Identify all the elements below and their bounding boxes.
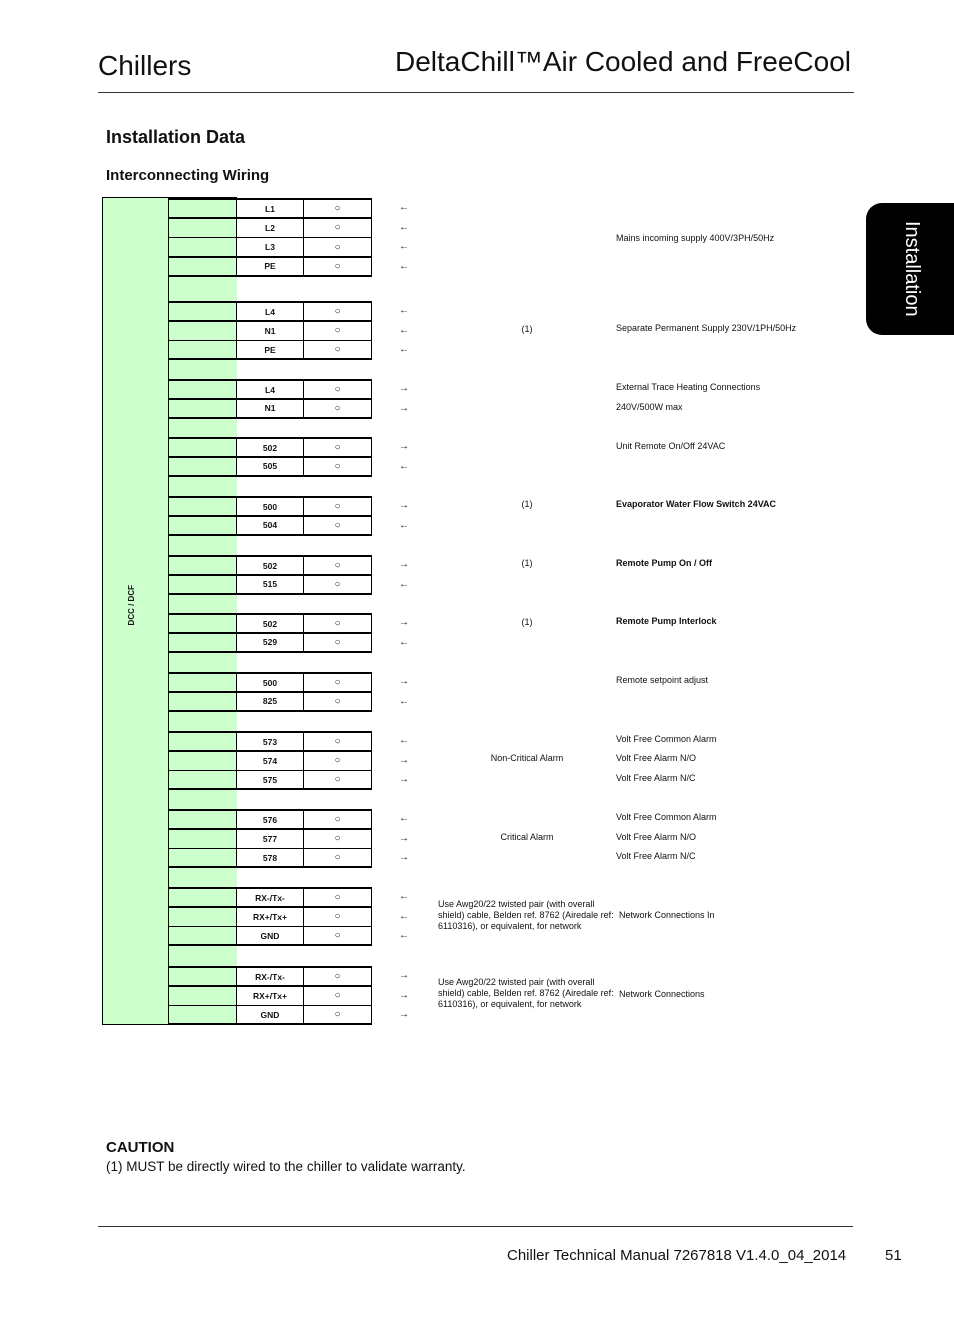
terminal-label: GND (236, 926, 304, 946)
terminal-row (168, 672, 372, 692)
left-arrow-icon: ← (399, 519, 409, 531)
terminal-row (168, 986, 372, 1006)
left-arrow-icon: ← (399, 636, 409, 648)
terminal-cell-blank (168, 496, 236, 516)
non-critical-alarm-label: Non-Critical Alarm (490, 753, 564, 763)
terminal-row (168, 340, 372, 360)
left-arrow-icon: ← (399, 578, 409, 590)
terminal-label: L2 (236, 218, 304, 238)
terminal-row (168, 966, 372, 986)
right-arrow-icon: → (399, 500, 409, 511)
terminal-cell-blank (168, 321, 236, 341)
terminal-label: 502 (236, 437, 304, 457)
left-arrow-icon: ← (399, 910, 409, 922)
terminal-cell-blank (168, 770, 236, 790)
terminal-cell-blank (168, 829, 236, 849)
terminal-screw-icon: ○ (304, 692, 372, 712)
terminal-cell-blank (168, 516, 236, 536)
left-arrow-icon: ← (399, 305, 409, 316)
terminal-row (168, 907, 372, 927)
terminal-label: 505 (236, 457, 304, 477)
nc-alarm-no-note: Volt Free Alarm N/O (616, 753, 697, 763)
terminal-label: 529 (236, 633, 304, 653)
terminal-label: 504 (236, 516, 304, 536)
network-out-note: Network Connections (619, 989, 705, 999)
trace-heating-note: External Trace Heating Connections (616, 382, 761, 392)
terminal-screw-icon: ○ (304, 575, 372, 595)
terminal-cell-blank (168, 555, 236, 575)
terminal-label: 825 (236, 692, 304, 712)
terminal-cell-blank (168, 218, 236, 238)
terminal-row (168, 379, 372, 399)
terminal-screw-icon: ○ (304, 301, 372, 321)
terminal-screw-icon: ○ (304, 218, 372, 238)
note-ref-3: (1) (521, 558, 533, 568)
terminal-label: 575 (236, 770, 304, 790)
terminal-cell-blank (168, 848, 236, 868)
footer-document-ref: Chiller Technical Manual 7267818 V1.4.0_04_2014 (507, 1247, 847, 1264)
c-alarm-no-note: Volt Free Alarm N/O (616, 832, 697, 842)
terminal-row (168, 496, 372, 516)
left-arrow-icon: ← (399, 813, 409, 824)
terminal-label: L4 (236, 379, 304, 399)
page-number: 51 (885, 1247, 902, 1264)
right-arrow-icon: → (399, 617, 409, 628)
terminal-row (168, 731, 372, 751)
header-rule (98, 92, 854, 93)
terminal-screw-icon: ○ (304, 672, 372, 692)
terminal-cell-blank (168, 340, 236, 360)
terminal-cell-blank (168, 692, 236, 712)
terminal-cell-blank (168, 672, 236, 692)
terminal-cell-blank (168, 809, 236, 829)
terminal-row (168, 751, 372, 771)
terminal-screw-icon: ○ (304, 379, 372, 399)
critical-alarm-label: Critical Alarm (500, 832, 554, 842)
terminal-cell-blank (168, 1005, 236, 1025)
right-arrow-icon: → (399, 559, 409, 570)
terminal-row (168, 926, 372, 946)
terminal-label: 573 (236, 731, 304, 751)
header-product-title: DeltaChill™Air Cooled and FreeCool (395, 46, 851, 77)
terminal-cell-blank (168, 926, 236, 946)
terminal-row (168, 218, 372, 238)
header-product-family: Chillers (98, 50, 192, 81)
terminal-label: 576 (236, 809, 304, 829)
terminal-screw-icon: ○ (304, 321, 372, 341)
note-ref-4: (1) (521, 617, 533, 627)
terminal-cell-blank (168, 613, 236, 633)
terminal-row (168, 633, 372, 653)
right-arrow-icon: → (399, 852, 409, 863)
terminal-cell-blank (168, 907, 236, 927)
terminal-cell-blank (168, 257, 236, 277)
terminal-cell-blank (168, 751, 236, 771)
note-ref-1: (1) (521, 324, 533, 334)
terminal-row (168, 575, 372, 595)
terminal-screw-icon: ○ (304, 633, 372, 653)
terminal-cell-blank (168, 966, 236, 986)
terminal-screw-icon: ○ (304, 457, 372, 477)
terminal-label: 500 (236, 672, 304, 692)
left-arrow-icon: ← (399, 930, 409, 941)
terminal-row (168, 237, 372, 257)
terminal-row (168, 457, 372, 477)
right-arrow-icon: → (399, 383, 409, 394)
terminal-screw-icon: ○ (304, 887, 372, 907)
left-arrow-icon: ← (399, 324, 409, 336)
terminal-screw-icon: ○ (304, 613, 372, 633)
terminal-label: 515 (236, 575, 304, 595)
terminal-row (168, 829, 372, 849)
terminal-screw-icon: ○ (304, 848, 372, 868)
terminal-cell-blank (168, 986, 236, 1006)
right-arrow-icon: → (399, 402, 409, 414)
terminal-cell-blank (168, 301, 236, 321)
c-alarm-nc-note: Volt Free Alarm N/C (616, 851, 696, 861)
terminal-row (168, 198, 372, 218)
terminal-screw-icon: ○ (304, 829, 372, 849)
terminal-label: 578 (236, 848, 304, 868)
terminal-screw-icon: ○ (304, 257, 372, 277)
mains-supply-note: Mains incoming supply 400V/3PH/50Hz (616, 233, 775, 243)
terminal-row (168, 399, 372, 419)
terminal-label: 577 (236, 829, 304, 849)
right-arrow-icon: → (399, 970, 409, 981)
right-arrow-icon: → (399, 441, 409, 452)
terminal-label: RX-/Tx- (236, 966, 304, 986)
terminal-screw-icon: ○ (304, 340, 372, 360)
terminal-row (168, 692, 372, 712)
section-side-tab (866, 203, 954, 335)
terminal-label: L1 (236, 198, 304, 218)
panel-label: DCC / DCF (127, 585, 136, 626)
terminal-label: PE (236, 340, 304, 360)
terminal-label: N1 (236, 399, 304, 419)
right-arrow-icon: → (399, 1009, 409, 1020)
terminal-cell-blank (168, 237, 236, 257)
c-common-alarm-note: Volt Free Common Alarm (616, 812, 717, 822)
terminal-cell-blank (168, 457, 236, 477)
terminal-row (168, 613, 372, 633)
terminal-label: N1 (236, 321, 304, 341)
terminal-screw-icon: ○ (304, 907, 372, 927)
right-arrow-icon: → (399, 676, 409, 687)
terminal-row (168, 516, 372, 536)
terminal-cell-blank (168, 437, 236, 457)
terminal-cell-blank (168, 379, 236, 399)
terminal-screw-icon: ○ (304, 751, 372, 771)
terminal-screw-icon: ○ (304, 437, 372, 457)
pump-interlock-note: Remote Pump Interlock (616, 616, 717, 626)
terminal-cell-blank (168, 399, 236, 419)
subsection-title: Interconnecting Wiring (106, 167, 270, 184)
terminal-label: GND (236, 1005, 304, 1025)
left-arrow-icon: ← (399, 202, 409, 213)
terminal-label: 502 (236, 555, 304, 575)
terminal-row (168, 1005, 372, 1025)
terminal-row (168, 437, 372, 457)
network-in-note: Network Connections In (619, 910, 715, 920)
left-arrow-icon: ← (399, 460, 409, 472)
section-title: Installation Data (106, 127, 246, 147)
terminal-label: 500 (236, 496, 304, 516)
terminal-row (168, 555, 372, 575)
note-ref-2: (1) (521, 499, 533, 509)
left-arrow-icon: ← (399, 695, 409, 707)
terminal-cell-blank (168, 198, 236, 218)
terminal-row (168, 809, 372, 829)
terminal-screw-icon: ○ (304, 496, 372, 516)
terminal-row (168, 321, 372, 341)
side-tab-label: Installation (901, 221, 923, 317)
terminal-cell-blank (168, 575, 236, 595)
terminal-screw-icon: ○ (304, 198, 372, 218)
terminal-row (168, 301, 372, 321)
nc-alarm-nc-note: Volt Free Alarm N/C (616, 773, 696, 783)
permanent-supply-note: Separate Permanent Supply 230V/1PH/50Hz (616, 323, 797, 333)
pump-onoff-note: Remote Pump On / Off (616, 558, 713, 568)
left-arrow-icon: ← (399, 241, 409, 252)
terminal-screw-icon: ○ (304, 516, 372, 536)
footer-rule (98, 1226, 853, 1227)
terminal-cell-blank (168, 633, 236, 653)
terminal-screw-icon: ○ (304, 809, 372, 829)
flow-switch-note: Evaporator Water Flow Switch 24VAC (616, 499, 777, 509)
setpoint-note: Remote setpoint adjust (616, 675, 709, 685)
terminal-screw-icon: ○ (304, 555, 372, 575)
terminal-row (168, 887, 372, 907)
caution-text: (1) MUST be directly wired to the chiller to validate warranty. (106, 1159, 466, 1174)
terminal-label: RX+/Tx+ (236, 907, 304, 927)
terminal-cell-blank (168, 731, 236, 751)
terminal-screw-icon: ○ (304, 966, 372, 986)
caution-title: CAUTION (106, 1139, 175, 1156)
terminal-label: L4 (236, 301, 304, 321)
remote-onoff-note: Unit Remote On/Off 24VAC (616, 441, 726, 451)
trace-heating-rating: 240V/500W max (616, 402, 683, 412)
terminal-row (168, 848, 372, 868)
left-arrow-icon: ← (399, 221, 409, 233)
terminal-label: L3 (236, 237, 304, 257)
nc-common-alarm-note: Volt Free Common Alarm (616, 734, 717, 744)
terminal-row (168, 770, 372, 790)
terminal-screw-icon: ○ (304, 237, 372, 257)
terminal-label: 574 (236, 751, 304, 771)
terminal-screw-icon: ○ (304, 986, 372, 1006)
terminal-screw-icon: ○ (304, 926, 372, 946)
terminal-screw-icon: ○ (304, 731, 372, 751)
terminal-label: 502 (236, 613, 304, 633)
terminal-label: RX+/Tx+ (236, 986, 304, 1006)
terminal-label: RX-/Tx- (236, 887, 304, 907)
terminal-screw-icon: ○ (304, 1005, 372, 1025)
left-arrow-icon: ← (399, 260, 409, 272)
cable-spec-in: Use Awg20/22 twisted pair (with overall shield) cable, Belden ref. 8762 (Airedale ref: 6110316), or equivalent, for network (438, 899, 614, 931)
cable-spec-out: Use Awg20/22 twisted pair (with overall shield) cable, Belden ref. 8762 (Airedale ref: 6110316), or equivalent, for network (438, 977, 614, 1009)
terminal-screw-icon: ○ (304, 770, 372, 790)
terminal-row (168, 257, 372, 277)
terminal-screw-icon: ○ (304, 399, 372, 419)
left-arrow-icon: ← (399, 735, 409, 746)
right-arrow-icon: → (399, 989, 409, 1001)
terminal-cell-blank (168, 887, 236, 907)
terminal-label: PE (236, 257, 304, 277)
right-arrow-icon: → (399, 774, 409, 785)
left-arrow-icon: ← (399, 344, 409, 355)
left-arrow-icon: ← (399, 891, 409, 902)
right-arrow-icon: → (399, 754, 409, 766)
right-arrow-icon: → (399, 832, 409, 844)
